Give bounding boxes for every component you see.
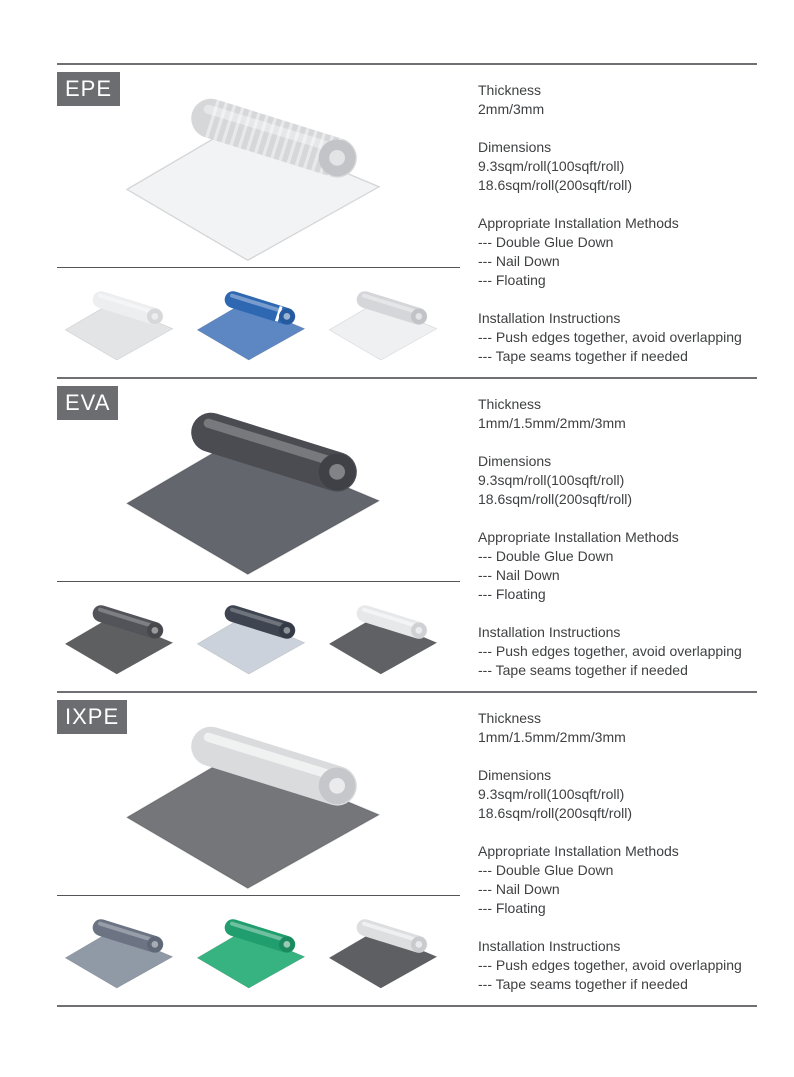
epe-blue-roll-illustration xyxy=(195,276,307,368)
epe-main-product-image xyxy=(103,79,403,263)
epe-spec-column xyxy=(478,81,763,366)
epe-thumbnail-silver xyxy=(327,276,439,368)
material-badge-ixpe: IXPE xyxy=(57,700,127,734)
spec-value: 18.6sqm/roll(200sqft/roll) xyxy=(478,491,633,507)
spec-label: Thickness xyxy=(478,710,542,726)
thickness-spec xyxy=(478,395,763,433)
eva-spec-column xyxy=(478,395,763,680)
spec-label: Installation Instructions xyxy=(478,624,621,640)
roll-core xyxy=(283,627,290,634)
installation-methods-spec xyxy=(478,842,763,918)
eva-roll-illustration xyxy=(103,393,403,577)
spec-value: 1mm/1.5mm/2mm/3mm xyxy=(478,415,626,431)
underlayment-spec-sheet xyxy=(57,63,757,1007)
eva-silver-roll-illustration xyxy=(327,590,439,682)
section-epe xyxy=(57,63,757,377)
spec-value: 2mm/3mm xyxy=(478,101,545,117)
eva-thumbnail-light-blue-gray xyxy=(195,590,307,682)
epe-silver-roll-illustration xyxy=(327,276,439,368)
epe-thumbnail-light-gray xyxy=(63,276,175,368)
ixpe-thumbnail-silver-roll xyxy=(327,904,439,996)
roll-core xyxy=(415,313,422,320)
roll-core xyxy=(283,941,290,948)
roll-core xyxy=(415,941,422,948)
epe-roll-illustration xyxy=(103,79,403,263)
eva-thumbnail-row xyxy=(63,590,457,682)
ixpe-thumbnail-green xyxy=(195,904,307,996)
section-divider xyxy=(57,377,757,379)
bottom-divider xyxy=(57,1005,757,1007)
spec-value: --- Nail Down xyxy=(478,881,560,897)
spec-value: 18.6sqm/roll(200sqft/roll) xyxy=(478,177,633,193)
roll-core xyxy=(151,627,158,634)
section-divider xyxy=(57,63,757,65)
installation-instructions-spec xyxy=(478,937,763,994)
ixpe-thumbnail-blue-gray xyxy=(63,904,175,996)
roll-core xyxy=(329,150,345,166)
spec-value: --- Floating xyxy=(478,272,546,288)
material-badge-epe: EPE xyxy=(57,72,120,106)
spec-value: --- Double Glue Down xyxy=(478,862,614,878)
epe-thumbnail-row xyxy=(63,276,457,368)
spec-value: --- Tape seams together if needed xyxy=(478,348,688,364)
spec-label: Thickness xyxy=(478,396,542,412)
thickness-spec xyxy=(478,81,763,119)
ixpe-silver-roll-illustration xyxy=(327,904,439,996)
section-eva xyxy=(57,377,757,691)
eva-thumbnail-silver-roll xyxy=(327,590,439,682)
ixpe-main-product-image xyxy=(103,707,403,891)
roll-core xyxy=(151,313,158,320)
spec-value: --- Tape seams together if needed xyxy=(478,976,688,992)
spec-value: 9.3sqm/roll(100sqft/roll) xyxy=(478,158,625,174)
spec-value: --- Push edges together, avoid overlapping xyxy=(478,643,742,659)
dimensions-spec xyxy=(478,766,763,823)
spec-label: Dimensions xyxy=(478,139,552,155)
roll-core xyxy=(283,313,290,320)
roll-core xyxy=(151,941,158,948)
spec-value: --- Double Glue Down xyxy=(478,548,614,564)
spec-value: --- Push edges together, avoid overlapping xyxy=(478,957,742,973)
ixpe-blue-gray-roll-illustration xyxy=(63,904,175,996)
epe-light-gray-roll-illustration xyxy=(63,276,175,368)
ixpe-roll-illustration xyxy=(103,707,403,891)
spec-label: Appropriate Installation Methods xyxy=(478,843,679,859)
installation-instructions-spec xyxy=(478,623,763,680)
section-ixpe xyxy=(57,691,757,1005)
ixpe-green-roll-illustration xyxy=(195,904,307,996)
spec-value: --- Double Glue Down xyxy=(478,234,614,250)
installation-methods-spec xyxy=(478,214,763,290)
spec-label: Appropriate Installation Methods xyxy=(478,215,679,231)
eva-dark-gray-roll-illustration xyxy=(63,590,175,682)
spec-value: 9.3sqm/roll(100sqft/roll) xyxy=(478,472,625,488)
spec-value: --- Nail Down xyxy=(478,567,560,583)
thumbnail-divider xyxy=(57,895,460,896)
roll-core xyxy=(415,627,422,634)
roll-core xyxy=(329,464,345,480)
thickness-spec xyxy=(478,709,763,747)
eva-main-product-image xyxy=(103,393,403,577)
eva-thumbnail-dark-gray xyxy=(63,590,175,682)
ixpe-thumbnail-row xyxy=(63,904,457,996)
spec-label: Installation Instructions xyxy=(478,938,621,954)
spec-value: --- Push edges together, avoid overlapping xyxy=(478,329,742,345)
dimensions-spec xyxy=(478,452,763,509)
spec-value: --- Floating xyxy=(478,586,546,602)
spec-value: 18.6sqm/roll(200sqft/roll) xyxy=(478,805,633,821)
dimensions-spec xyxy=(478,138,763,195)
spec-label: Thickness xyxy=(478,82,542,98)
thumbnail-divider xyxy=(57,267,460,268)
spec-value: 9.3sqm/roll(100sqft/roll) xyxy=(478,786,625,802)
ixpe-spec-column xyxy=(478,709,763,994)
eva-light-blue-gray-roll-illustration xyxy=(195,590,307,682)
installation-methods-spec xyxy=(478,528,763,604)
installation-instructions-spec xyxy=(478,309,763,366)
material-badge-eva: EVA xyxy=(57,386,118,420)
spec-label: Appropriate Installation Methods xyxy=(478,529,679,545)
spec-value: --- Nail Down xyxy=(478,253,560,269)
spec-label: Dimensions xyxy=(478,767,552,783)
spec-label: Installation Instructions xyxy=(478,310,621,326)
section-divider xyxy=(57,691,757,693)
spec-value: 1mm/1.5mm/2mm/3mm xyxy=(478,729,626,745)
thumbnail-divider xyxy=(57,581,460,582)
epe-thumbnail-blue xyxy=(195,276,307,368)
spec-value: --- Floating xyxy=(478,900,546,916)
spec-value: --- Tape seams together if needed xyxy=(478,662,688,678)
roll-core xyxy=(329,778,345,794)
spec-label: Dimensions xyxy=(478,453,552,469)
